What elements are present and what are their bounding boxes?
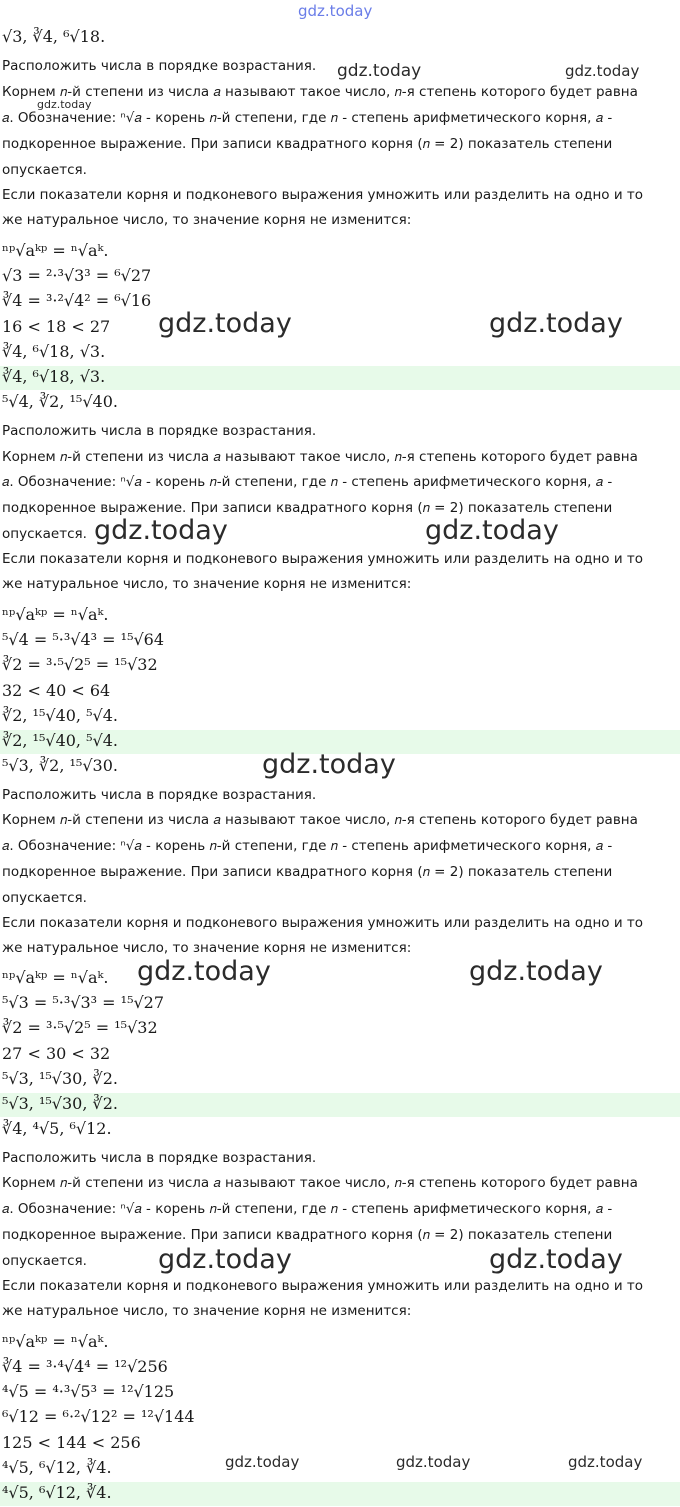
watermark: gdz.today <box>568 1453 643 1471</box>
step-line: ⁴√5 = ⁴·³√5³ = ¹²√125 <box>2 1382 175 1401</box>
watermark: gdz.today <box>137 956 271 987</box>
definition-line-2: 𝑎. Обозначение: ⁿ√𝑎 - корень 𝑛-й степени, где 𝑛 - степень арифметического корня, 𝑎 - <box>2 1201 613 1217</box>
definition-line-3: подкоренное выражение. При записи квадратного корня (𝑛 = 2) показатель степени <box>2 1227 613 1243</box>
formula: ⁿᵖ√aᵏᵖ = ⁿ√aᵏ. <box>2 241 109 260</box>
answer-highlight: ⁴√5, ⁶√12, ∛4. <box>0 1482 680 1506</box>
rule-line-1: Если показатели корня и подконевого выражения умножить или разделить на одно и то <box>2 915 644 931</box>
ordered-list: ∛4, ⁶√18, √3. <box>2 342 106 361</box>
formula: ⁿᵖ√aᵏᵖ = ⁿ√aᵏ. <box>2 1332 109 1351</box>
watermark: gdz.today <box>158 1244 292 1275</box>
watermark: gdz.today <box>337 61 422 81</box>
comparison: 125 < 144 < 256 <box>2 1433 141 1452</box>
instruction-text: Расположить числа в порядке возрастания. <box>2 787 317 803</box>
comparison: 32 < 40 < 64 <box>2 681 111 700</box>
watermark: gdz.today <box>489 308 623 339</box>
rule-line-2: же натуральное число, то значение корня не изменится: <box>2 212 412 228</box>
comparison: 16 < 18 < 27 <box>2 317 111 336</box>
answer-highlight: ∛2, ¹⁵√40, ⁵√4. <box>0 730 680 754</box>
definition-line-2: 𝑎. Обозначение: ⁿ√𝑎 - корень 𝑛-й степени, где 𝑛 - степень арифметического корня, 𝑎 - <box>2 474 613 490</box>
ordered-list: ∛2, ¹⁵√40, ⁵√4. <box>2 706 118 725</box>
instruction-text: Расположить числа в порядке возрастания. <box>2 423 317 439</box>
instruction-text: Расположить числа в порядке возрастания. <box>2 1150 317 1166</box>
definition-line-4: опускается. <box>2 1253 87 1269</box>
watermark: gdz.today <box>425 515 559 546</box>
step-line: ∛4 = ³·⁴√4⁴ = ¹²√256 <box>2 1357 168 1376</box>
definition-line-4: опускается. <box>2 890 87 906</box>
definition-line-4: опускается. <box>2 162 87 178</box>
rule-line-1: Если показатели корня и подконевого выражения умножить или разделить на одно и то <box>2 551 644 567</box>
watermark: gdz.today <box>94 515 228 546</box>
definition-line-1: Корнем 𝑛-й степени из числа 𝑎 называют такое число, 𝑛-я степень которого будет равна <box>2 812 638 828</box>
watermark: gdz.today <box>37 98 92 111</box>
step-line: ∛2 = ³·⁵√2⁵ = ¹⁵√32 <box>2 655 158 674</box>
instruction-text: Расположить числа в порядке возрастания. <box>2 58 317 74</box>
answer-highlight: ⁵√3, ¹⁵√30, ∛2. <box>0 1093 680 1117</box>
step-line: ∛2 = ³·⁵√2⁵ = ¹⁵√32 <box>2 1018 158 1037</box>
definition-line-2: 𝑎. Обозначение: ⁿ√𝑎 - корень 𝑛-й степени, где 𝑛 - степень арифметического корня, 𝑎 - <box>2 838 613 854</box>
rule-line-1: Если показатели корня и подконевого выражения умножить или разделить на одно и то <box>2 187 644 203</box>
rule-line-2: же натуральное число, то значение корня не изменится: <box>2 940 412 956</box>
watermark: gdz.today <box>225 1453 300 1471</box>
formula: ⁿᵖ√aᵏᵖ = ⁿ√aᵏ. <box>2 968 109 987</box>
definition-line-3: подкоренное выражение. При записи квадратного корня (𝑛 = 2) показатель степени <box>2 500 613 516</box>
watermark: gdz.today <box>158 308 292 339</box>
task-line: ⁵√4, ∛2, ¹⁵√40. <box>2 392 118 411</box>
rule-line-2: же натуральное число, то значение корня не изменится: <box>2 1303 412 1319</box>
definition-line-3: подкоренное выражение. При записи квадратного корня (𝑛 = 2) показатель степени <box>2 864 613 880</box>
step-line: ⁶√12 = ⁶·²√12² = ¹²√144 <box>2 1407 195 1426</box>
ordered-list: ⁵√3, ¹⁵√30, ∛2. <box>2 1069 118 1088</box>
ordered-list: ⁴√5, ⁶√12, ∛4. <box>2 1458 112 1477</box>
watermark: gdz.today <box>489 1244 623 1275</box>
formula: ⁿᵖ√aᵏᵖ = ⁿ√aᵏ. <box>2 605 109 624</box>
task-line: √3, ∛4, ⁶√18. <box>2 27 106 46</box>
step-line: √3 = ²·³√3³ = ⁶√27 <box>2 266 152 285</box>
watermark: gdz.today <box>298 2 373 20</box>
watermark: gdz.today <box>262 749 396 780</box>
rule-line-2: же натуральное число, то значение корня не изменится: <box>2 576 412 592</box>
definition-line-1: Корнем 𝑛-й степени из числа 𝑎 называют такое число, 𝑛-я степень которого будет равна <box>2 1175 638 1191</box>
definition-line-1: Корнем 𝑛-й степени из числа 𝑎 называют такое число, 𝑛-я степень которого будет равна <box>2 84 638 100</box>
task-line: ⁵√3, ∛2, ¹⁵√30. <box>2 756 118 775</box>
definition-line-3: подкоренное выражение. При записи квадратного корня (𝑛 = 2) показатель степени <box>2 136 613 152</box>
answer-highlight: ∛4, ⁶√18, √3. <box>0 366 680 390</box>
comparison: 27 < 30 < 32 <box>2 1044 111 1063</box>
watermark: gdz.today <box>396 1453 471 1471</box>
step-line: ∛4 = ³·²√4² = ⁶√16 <box>2 291 152 310</box>
step-line: ⁵√4 = ⁵·³√4³ = ¹⁵√64 <box>2 630 165 649</box>
watermark: gdz.today <box>469 956 603 987</box>
definition-line-2: 𝑎. Обозначение: ⁿ√𝑎 - корень 𝑛-й степени, где 𝑛 - степень арифметического корня, 𝑎 - <box>2 110 613 126</box>
watermark: gdz.today <box>565 62 640 80</box>
step-line: ⁵√3 = ⁵·³√3³ = ¹⁵√27 <box>2 993 165 1012</box>
definition-line-4: опускается. <box>2 526 87 542</box>
definition-line-1: Корнем 𝑛-й степени из числа 𝑎 называют такое число, 𝑛-я степень которого будет равна <box>2 449 638 465</box>
rule-line-1: Если показатели корня и подконевого выражения умножить или разделить на одно и то <box>2 1278 644 1294</box>
task-line: ∛4, ⁴√5, ⁶√12. <box>2 1119 112 1138</box>
